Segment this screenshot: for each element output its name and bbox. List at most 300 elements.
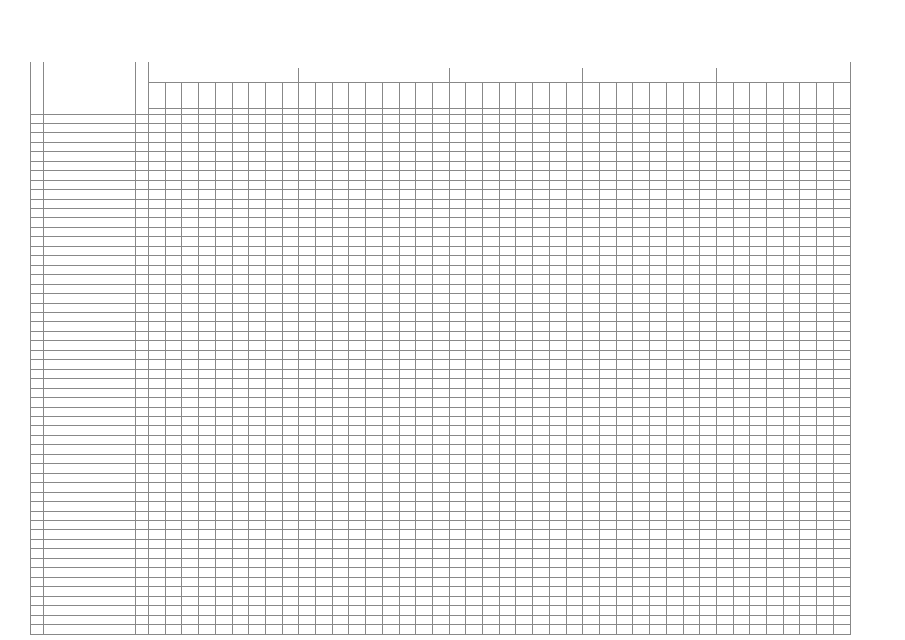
row-value-cell [366, 379, 383, 388]
row-value-cell [299, 161, 316, 170]
row-value-cell [800, 483, 817, 492]
row-value-cell [299, 483, 316, 492]
row-value-cell [282, 520, 299, 529]
row-number [31, 350, 44, 359]
table-row [31, 265, 851, 274]
row-value-cell [549, 407, 566, 416]
row-value-cell [833, 473, 850, 482]
row-value-cell [332, 549, 349, 558]
table-row [31, 256, 851, 265]
document-header [0, 34, 905, 50]
row-value-cell [215, 360, 232, 369]
row-value-cell [599, 398, 616, 407]
row-value-cell [616, 341, 633, 350]
row-value-cell [199, 530, 216, 539]
row-indicator-name [44, 350, 136, 359]
row-value-cell [449, 435, 466, 444]
row-value-cell [633, 350, 650, 359]
row-value-cell [449, 388, 466, 397]
row-value-cell [382, 417, 399, 426]
row-unit [136, 502, 149, 511]
row-value-cell [750, 624, 767, 634]
row-value-cell [316, 596, 333, 605]
row-value-cell [449, 265, 466, 274]
row-value-cell [583, 246, 600, 255]
row-value-cell [349, 256, 366, 265]
row-number [31, 256, 44, 265]
row-value-cell [800, 275, 817, 284]
row-value-cell [817, 464, 834, 473]
row-value-cell [533, 520, 550, 529]
value-column-header [549, 82, 566, 108]
row-value-cell [399, 360, 416, 369]
row-number [31, 275, 44, 284]
row-value-cell [382, 407, 399, 416]
row-value-cell [232, 114, 249, 123]
value-column-header [783, 82, 800, 108]
row-unit [136, 539, 149, 548]
row-value-cell [349, 171, 366, 180]
row-value-cell [583, 209, 600, 218]
row-value-cell [800, 227, 817, 236]
row-value-cell [232, 237, 249, 246]
row-number [31, 483, 44, 492]
row-value-cell [616, 294, 633, 303]
row-value-cell [650, 142, 667, 151]
row-value-cell [249, 558, 266, 567]
row-value-cell [599, 199, 616, 208]
row-value-cell [349, 350, 366, 359]
row-value-cell [349, 265, 366, 274]
row-value-cell [800, 161, 817, 170]
row-value-cell [182, 483, 199, 492]
row-value-cell [332, 417, 349, 426]
row-value-cell [182, 511, 199, 520]
row-unit [136, 209, 149, 218]
row-value-cell [650, 379, 667, 388]
row-value-cell [416, 152, 433, 161]
row-value-cell [583, 464, 600, 473]
row-value-cell [299, 294, 316, 303]
row-value-cell [399, 520, 416, 529]
row-value-cell [633, 265, 650, 274]
row-value-cell [733, 199, 750, 208]
row-value-cell [499, 227, 516, 236]
row-value-cell [733, 218, 750, 227]
row-value-cell [817, 615, 834, 624]
row-value-cell [516, 237, 533, 246]
row-value-cell [566, 473, 583, 482]
table-row [31, 587, 851, 596]
row-value-cell [599, 313, 616, 322]
row-value-cell [432, 596, 449, 605]
row-value-cell [449, 454, 466, 463]
row-value-cell [533, 313, 550, 322]
row-value-cell [483, 606, 500, 615]
row-value-cell [366, 530, 383, 539]
row-indicator-name [44, 180, 136, 189]
row-value-cell [700, 445, 717, 454]
row-value-cell [650, 445, 667, 454]
row-number [31, 587, 44, 596]
row-value-cell [650, 227, 667, 236]
row-value-cell [817, 237, 834, 246]
row-value-cell [249, 426, 266, 435]
row-value-cell [750, 388, 767, 397]
row-value-cell [516, 313, 533, 322]
row-value-cell [399, 331, 416, 340]
row-value-cell [683, 237, 700, 246]
row-value-cell [783, 161, 800, 170]
row-value-cell [499, 483, 516, 492]
row-value-cell [716, 492, 733, 501]
row-value-cell [149, 350, 166, 359]
row-value-cell [650, 246, 667, 255]
row-value-cell [299, 152, 316, 161]
row-value-cell [750, 350, 767, 359]
row-value-cell [366, 322, 383, 331]
row-value-cell [666, 398, 683, 407]
row-value-cell [399, 587, 416, 596]
row-value-cell [316, 350, 333, 359]
row-value-cell [800, 606, 817, 615]
row-value-cell [583, 341, 600, 350]
row-value-cell [817, 426, 834, 435]
row-value-cell [366, 558, 383, 567]
row-value-cell [483, 464, 500, 473]
row-value-cell [666, 199, 683, 208]
row-value-cell [449, 180, 466, 189]
row-value-cell [249, 435, 266, 444]
row-value-cell [282, 407, 299, 416]
row-value-cell [733, 483, 750, 492]
row-value-cell [199, 624, 216, 634]
row-value-cell [599, 190, 616, 199]
row-value-cell [566, 256, 583, 265]
row-value-cell [533, 294, 550, 303]
row-value-cell [349, 284, 366, 293]
row-value-cell [316, 454, 333, 463]
row-value-cell [599, 152, 616, 161]
row-value-cell [767, 133, 784, 142]
row-value-cell [432, 492, 449, 501]
row-value-cell [833, 464, 850, 473]
row-value-cell [549, 464, 566, 473]
row-value-cell [533, 464, 550, 473]
row-value-cell [833, 294, 850, 303]
row-value-cell [666, 322, 683, 331]
row-value-cell [616, 171, 633, 180]
row-value-cell [499, 577, 516, 586]
row-value-cell [800, 133, 817, 142]
row-value-cell [416, 190, 433, 199]
row-value-cell [483, 209, 500, 218]
row-value-cell [599, 246, 616, 255]
row-value-cell [683, 483, 700, 492]
row-value-cell [182, 133, 199, 142]
row-value-cell [332, 530, 349, 539]
row-value-cell [833, 142, 850, 151]
row-value-cell [332, 142, 349, 151]
row-value-cell [149, 492, 166, 501]
row-value-cell [349, 435, 366, 444]
row-value-cell [650, 294, 667, 303]
row-value-cell [683, 464, 700, 473]
row-value-cell [149, 454, 166, 463]
row-value-cell [767, 369, 784, 378]
table-row [31, 171, 851, 180]
row-value-cell [399, 227, 416, 236]
row-value-cell [616, 388, 633, 397]
row-value-cell [199, 587, 216, 596]
row-value-cell [700, 360, 717, 369]
row-value-cell [516, 246, 533, 255]
row-value-cell [349, 388, 366, 397]
row-value-cell [499, 388, 516, 397]
row-value-cell [349, 190, 366, 199]
row-value-cell [249, 606, 266, 615]
row-value-cell [466, 539, 483, 548]
row-value-cell [165, 417, 182, 426]
row-value-cell [750, 520, 767, 529]
row-value-cell [432, 313, 449, 322]
row-value-cell [399, 511, 416, 520]
row-value-cell [199, 152, 216, 161]
row-value-cell [716, 275, 733, 284]
row-value-cell [282, 199, 299, 208]
row-value-cell [483, 190, 500, 199]
row-value-cell [182, 114, 199, 123]
value-column-header [215, 82, 232, 108]
row-value-cell [282, 294, 299, 303]
row-value-cell [215, 539, 232, 548]
row-value-cell [199, 539, 216, 548]
row-value-cell [750, 596, 767, 605]
row-value-cell [583, 558, 600, 567]
row-value-cell [282, 331, 299, 340]
row-value-cell [800, 502, 817, 511]
row-value-cell [533, 256, 550, 265]
row-value-cell [215, 369, 232, 378]
value-column-header [416, 82, 433, 108]
row-value-cell [366, 587, 383, 596]
row-value-cell [316, 133, 333, 142]
row-value-cell [282, 227, 299, 236]
row-value-cell [599, 388, 616, 397]
row-value-cell [249, 284, 266, 293]
row-value-cell [382, 445, 399, 454]
row-value-cell [833, 539, 850, 548]
row-value-cell [700, 303, 717, 312]
row-value-cell [583, 114, 600, 123]
row-number [31, 303, 44, 312]
row-value-cell [800, 331, 817, 340]
value-column-header [516, 82, 533, 108]
row-value-cell [733, 322, 750, 331]
row-value-cell [299, 322, 316, 331]
row-value-cell [683, 369, 700, 378]
row-value-cell [432, 218, 449, 227]
row-unit [136, 246, 149, 255]
row-value-cell [349, 341, 366, 350]
row-unit [136, 313, 149, 322]
row-value-cell [316, 331, 333, 340]
row-value-cell [616, 539, 633, 548]
row-value-cell [516, 483, 533, 492]
row-value-cell [382, 171, 399, 180]
row-value-cell [767, 180, 784, 189]
row-value-cell [700, 265, 717, 274]
row-value-cell [800, 341, 817, 350]
row-value-cell [650, 331, 667, 340]
row-value-cell [332, 596, 349, 605]
row-value-cell [165, 388, 182, 397]
row-unit [136, 426, 149, 435]
row-value-cell [332, 256, 349, 265]
row-value-cell [616, 322, 633, 331]
row-value-cell [650, 350, 667, 359]
row-unit [136, 464, 149, 473]
row-value-cell [349, 483, 366, 492]
row-value-cell [366, 624, 383, 634]
row-value-cell [416, 275, 433, 284]
row-value-cell [633, 417, 650, 426]
row-value-cell [599, 520, 616, 529]
value-column-header [833, 82, 850, 108]
row-value-cell [165, 341, 182, 350]
row-value-cell [215, 473, 232, 482]
row-value-cell [833, 322, 850, 331]
row-value-cell [182, 596, 199, 605]
row-value-cell [432, 209, 449, 218]
row-value-cell [316, 577, 333, 586]
row-indicator-name [44, 624, 136, 634]
row-value-cell [215, 284, 232, 293]
row-value-cell [750, 568, 767, 577]
row-value-cell [549, 209, 566, 218]
row-value-cell [516, 114, 533, 123]
row-value-cell [716, 218, 733, 227]
row-value-cell [833, 511, 850, 520]
row-value-cell [733, 454, 750, 463]
row-value-cell [382, 180, 399, 189]
row-value-cell [249, 360, 266, 369]
row-value-cell [199, 473, 216, 482]
row-value-cell [432, 114, 449, 123]
row-value-cell [716, 417, 733, 426]
row-value-cell [299, 417, 316, 426]
row-value-cell [733, 417, 750, 426]
row-value-cell [533, 379, 550, 388]
row-value-cell [666, 587, 683, 596]
row-value-cell [633, 161, 650, 170]
row-value-cell [416, 483, 433, 492]
row-value-cell [633, 209, 650, 218]
value-column-header [366, 82, 383, 108]
row-value-cell [683, 199, 700, 208]
row-value-cell [232, 350, 249, 359]
row-value-cell [750, 209, 767, 218]
row-value-cell [650, 284, 667, 293]
row-value-cell [616, 435, 633, 444]
row-indicator-name [44, 511, 136, 520]
row-value-cell [533, 161, 550, 170]
row-value-cell [149, 379, 166, 388]
row-value-cell [165, 284, 182, 293]
row-value-cell [800, 142, 817, 151]
table-row [31, 549, 851, 558]
row-value-cell [599, 587, 616, 596]
row-value-cell [566, 388, 583, 397]
row-value-cell [833, 190, 850, 199]
row-value-cell [650, 606, 667, 615]
row-unit [136, 265, 149, 274]
row-value-cell [750, 587, 767, 596]
table-row [31, 596, 851, 605]
row-value-cell [399, 549, 416, 558]
table-row [31, 313, 851, 322]
row-value-cell [249, 398, 266, 407]
row-value-cell [232, 322, 249, 331]
row-value-cell [432, 331, 449, 340]
row-value-cell [165, 426, 182, 435]
row-value-cell [215, 549, 232, 558]
row-value-cell [282, 152, 299, 161]
row-value-cell [666, 133, 683, 142]
row-value-cell [616, 426, 633, 435]
row-value-cell [566, 464, 583, 473]
value-column-header [800, 82, 817, 108]
row-value-cell [199, 161, 216, 170]
row-value-cell [182, 142, 199, 151]
row-value-cell [466, 407, 483, 416]
row-value-cell [800, 624, 817, 634]
row-unit [136, 388, 149, 397]
row-value-cell [165, 454, 182, 463]
row-value-cell [282, 568, 299, 577]
row-value-cell [232, 587, 249, 596]
row-value-cell [783, 341, 800, 350]
row-value-cell [833, 398, 850, 407]
row-value-cell [633, 190, 650, 199]
row-value-cell [533, 502, 550, 511]
row-value-cell [165, 350, 182, 359]
row-value-cell [800, 539, 817, 548]
row-number [31, 596, 44, 605]
row-number [31, 417, 44, 426]
row-value-cell [432, 360, 449, 369]
row-value-cell [633, 331, 650, 340]
row-value-cell [316, 502, 333, 511]
row-value-cell [366, 199, 383, 208]
row-value-cell [583, 133, 600, 142]
row-value-cell [149, 152, 166, 161]
row-value-cell [833, 606, 850, 615]
row-indicator-name [44, 218, 136, 227]
row-value-cell [516, 360, 533, 369]
row-value-cell [549, 341, 566, 350]
row-value-cell [767, 435, 784, 444]
row-value-cell [399, 558, 416, 567]
row-value-cell [182, 209, 199, 218]
row-value-cell [466, 284, 483, 293]
row-value-cell [366, 190, 383, 199]
row-value-cell [583, 379, 600, 388]
row-value-cell [416, 256, 433, 265]
row-value-cell [416, 502, 433, 511]
row-value-cell [449, 350, 466, 359]
row-value-cell [215, 265, 232, 274]
